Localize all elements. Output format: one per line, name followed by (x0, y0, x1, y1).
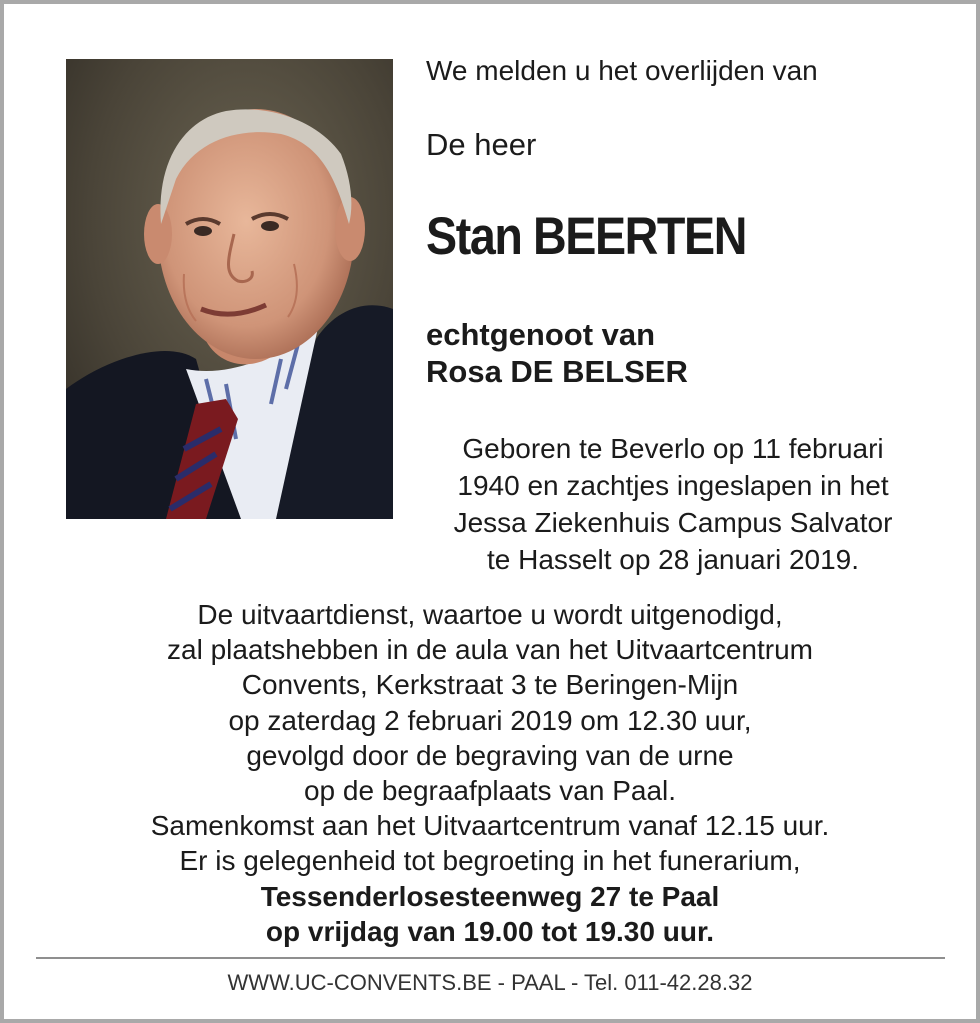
text-line: Jessa Ziekenhuis Campus Salvator (453, 507, 893, 538)
portrait-illustration (66, 59, 393, 519)
visitation-time: op vrijdag van 19.00 tot 19.30 uur. (265, 915, 715, 947)
text-line: op zaterdag 2 februari 2019 om 12.30 uur, (228, 704, 752, 736)
text-line: gevolgd door de begraving van de urne (246, 739, 734, 771)
funeral-service-details (30, 597, 950, 949)
deceased-title: De heer (426, 127, 537, 162)
text-line: te Hasselt op 28 januari 2019. (486, 544, 860, 575)
text-line: Geboren te Beverlo op 11 februari (462, 433, 884, 464)
spouse-name: Rosa DE BELSER (426, 354, 688, 389)
footer-contact: WWW.UC-CONVENTS.BE - PAAL - Tel. 011-42.28.32 (227, 970, 753, 995)
visitation-address: Tessenderlosesteenweg 27 te Paal (260, 880, 720, 912)
deceased-name: Stan BEERTEN (426, 207, 747, 266)
spouse-relation: echtgenoot van (426, 317, 656, 352)
spouse-block (426, 316, 688, 390)
text-line: De uitvaartdienst, waartoe u wordt uitgenodigd, (197, 599, 783, 630)
text-line: Samenkomst aan het Uitvaartcentrum vanaf 12.15 uur. (150, 810, 830, 842)
text-line: 1940 en zachtjes ingeslapen in het (457, 470, 889, 501)
text-line: Er is gelegenheid tot begroeting in het funerarium, (179, 845, 801, 877)
footer-divider (36, 957, 945, 959)
announcement-intro: We melden u het overlijden van (426, 55, 818, 86)
portrait-photo (66, 59, 393, 519)
birth-death-details (418, 430, 928, 578)
text-line: op de begraafplaats van Paal. (303, 775, 677, 807)
text-line: Convents, Kerkstraat 3 te Beringen-Mijn (241, 669, 739, 701)
text-line: zal plaatshebben in de aula van het Uitvaartcentrum (167, 634, 813, 666)
